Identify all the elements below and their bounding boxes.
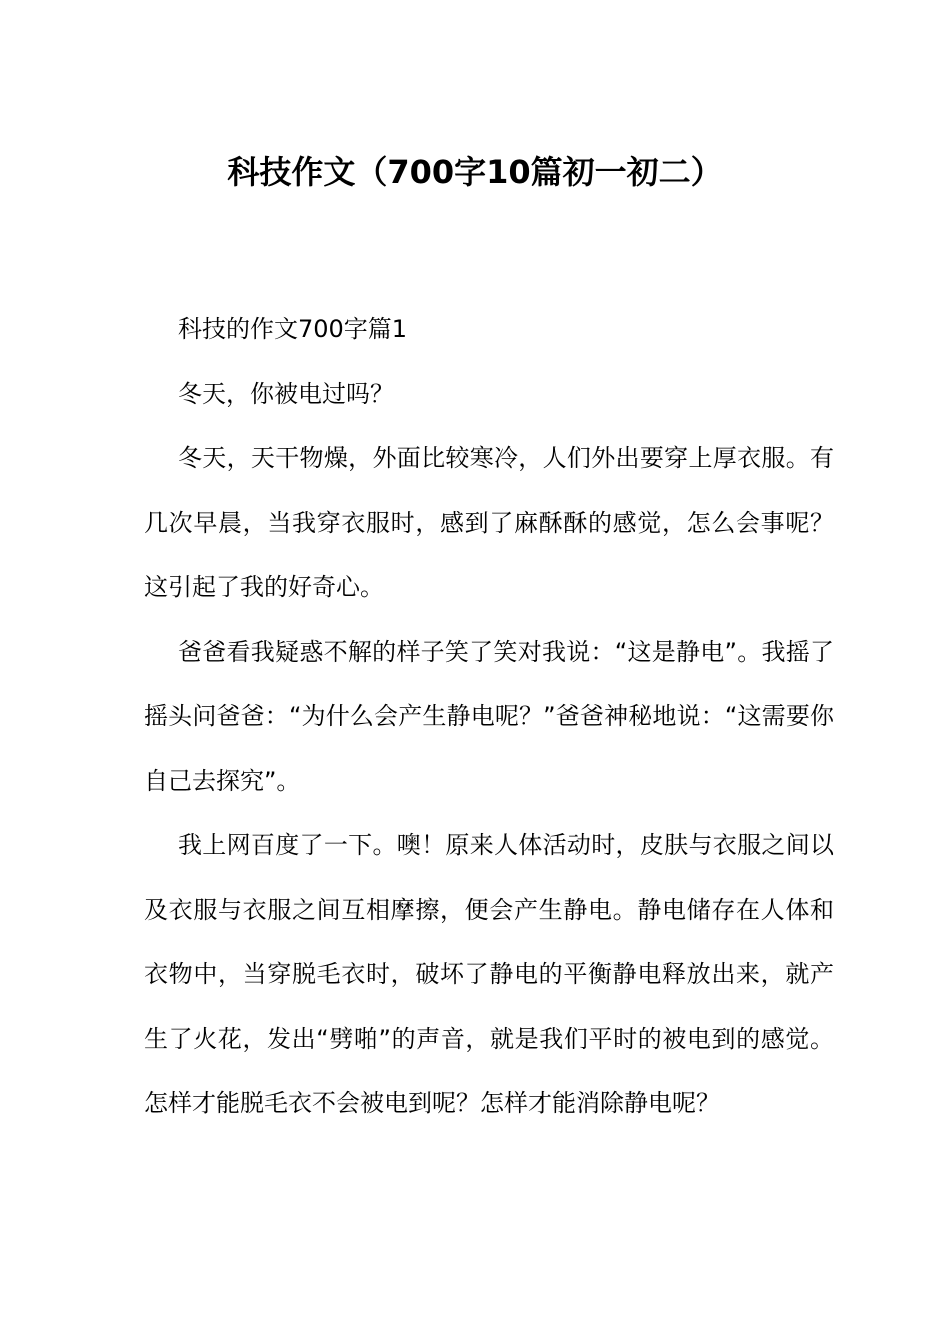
essay-heading: 科技的作文700字篇1 (178, 315, 408, 343)
document-body (144, 297, 834, 1136)
paragraph-2: 冬天，天干物燥，外面比较寒冷，人们外出要穿上厚衣服。有几次早晨，当我穿衣服时，感到了麻酥酥的感觉，怎么会事呢？这引起了我的好奇心。 (144, 444, 834, 601)
paragraph-3: 爸爸看我疑惑不解的样子笑了笑对我说：“这是静电”。我摇了摇头问爸爸：“为什么会产生静电呢？”爸爸神秘地说：“这需要你自己去探究”。 (144, 637, 834, 795)
paragraph-1: 冬天，你被电过吗？ (178, 379, 394, 408)
document-title: 科技作文（700字10篇初一初二） (227, 153, 723, 191)
paragraph-4: 我上网百度了一下。噢！原来人体活动时，皮肤与衣服之间以及衣服与衣服之间互相摩擦，便会产生静电。静电储存在人体和衣物中，当穿脱毛衣时，破坏了静电的平衡静电释放出来，就产生了火花，发出“劈啪”的声音，就是我们平时的被电到的感觉。怎样才能脱毛衣不会被电到呢？怎样才能消除静电呢？ (144, 831, 834, 1117)
